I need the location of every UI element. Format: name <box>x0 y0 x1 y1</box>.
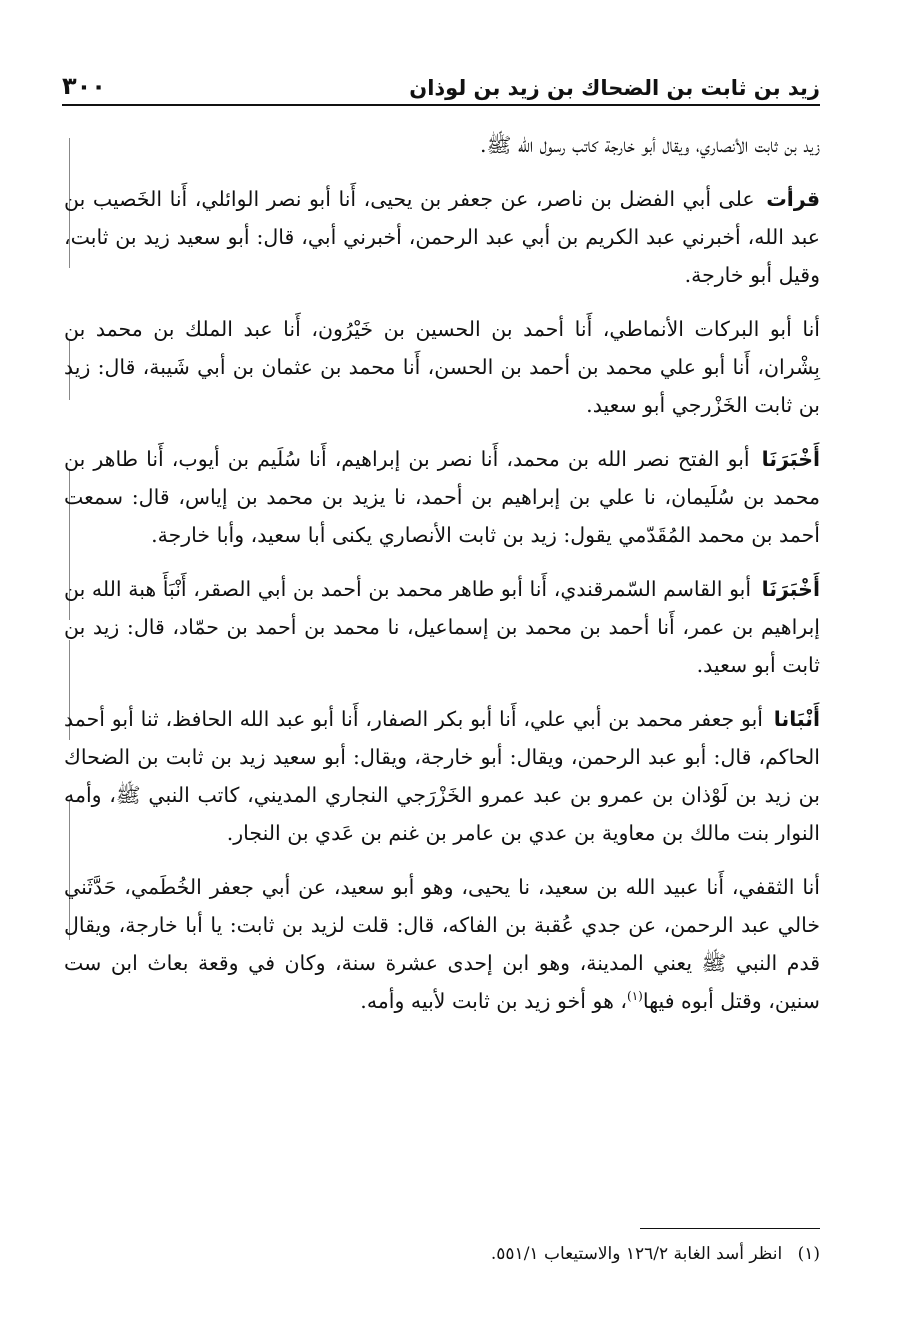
paragraph-3 <box>64 310 820 424</box>
paragraph-text: ، هو أخو زيد بن ثابت لأبيه وأمه. <box>360 989 628 1013</box>
footnote-number: (١) <box>797 1244 820 1264</box>
paragraph-text: أنا أبو البركات الأنماطي، أَنا أحمد بن الحسين بن خَيْرُون، أَنا عبد الملك بن محمد بن بِشْران، أَنا أبو علي محمد بن أحمد بن الحسن، أَنا محمد بن عثمان بن أبي شَيبة، قال: زيد بن ثابت الخَزْرجي أبو سعيد. <box>64 317 820 417</box>
paragraph-lead: أَخْبَرَنَا <box>761 577 820 601</box>
footnote-reference[interactable]: (١) <box>627 989 643 1004</box>
paragraph-6 <box>64 700 820 852</box>
paragraph-text: زيد بن ثابت الأنصاري، ويقال أبو خارجة كاتب رسول الله ﷺ. <box>480 133 820 157</box>
paragraph-text: أبو القاسم السّمرقندي، أَنا أبو طاهر محمد بن أحمد بن أبي الصقر، أَنْبَأَ هبة الله بن إبراهيم بن عمر، أَنا أحمد بن محمد بن إسماعيل، نا محمد بن أحمد بن حمّاد، قال: زيد بن ثابت أبو سعيد. <box>64 577 820 677</box>
footnote-text: انظر أسد الغابة ١٢٦/٢ والاستيعاب ٥٥١/١. <box>490 1244 783 1264</box>
paragraph-4 <box>64 440 820 554</box>
paragraph-text: على أبي الفضل بن ناصر، عن جعفر بن يحيى، أَنا أبو نصر الوائلي، أَنا الخَصيب بن عبد الله، أخبرني عبد الكريم بن أبي عبد الرحمن، أخبرني أبي، قال: أبو سعيد زيد بن ثابت، وقيل أبو خارجة. <box>64 187 820 287</box>
paragraph-text: أنا الثقفي، أَنا عبيد الله بن سعيد، نا يحيى، وهو أبو سعيد، عن أبي جعفر الخُطَمي، حَدَّثَني خالي عبد الرحمن، عن جدي عُقبة بن الفاكه، قال: قلت لزيد بن ثابت: يا أبا خارجة، ويقال قدم النبي ﷺ يعني المدينة، وهو ابن إحدى عشرة سنة، وكان في وقعة بعاث ابن ست سنين، وقتل أبوه فيها <box>64 875 820 1013</box>
paragraph-lead: أَنْبَانا <box>773 707 820 731</box>
paragraph-lead: قرأت <box>766 187 820 211</box>
main-text <box>64 126 820 1036</box>
paragraph-text: أبو جعفر محمد بن أبي علي، أَنا أبو بكر الصفار، أَنا أبو عبد الله الحافظ، ثنا أبو أحمد الحاكم، قال: أبو عبد الرحمن، ويقال: أبو خارجة، ويقال: أبو سعيد زيد بن ثابت بن الضحاك بن زيد بن لَوْذان بن عمرو بن عبد عمرو الخَزْرَجي النجاري المديني، كاتب النبي ﷺ، وأمه النوار بنت مالك بن معاوية بن عدي بن عامر بن غنم بن عَدي بن النجار. <box>64 707 820 845</box>
paragraph-text: أبو الفتح نصر الله بن محمد، أَنا نصر بن إبراهيم، أَنا سُلَيم بن أيوب، أَنا طاهر بن محمد بن سُلَيمان، نا علي بن إبراهيم بن أحمد، نا يزيد بن محمد بن إياس، قال: سمعت أحمد بن محمد المُقَدّمي يقول: زيد بن ثابت الأنصاري يكنى أبا سعيد، وأبا خارجة. <box>64 447 820 547</box>
footnote <box>64 1240 820 1268</box>
footnote-divider <box>640 1228 820 1229</box>
paragraph-1 <box>64 126 820 164</box>
paragraph-5 <box>64 570 820 684</box>
page-number: ٣٠٠ <box>62 72 106 100</box>
paragraph-lead: أَخْبَرَنَا <box>761 447 820 471</box>
running-title: زيد بن ثابت بن الضحاك بن زيد بن لوذان <box>409 76 820 100</box>
page-header <box>62 56 820 106</box>
paragraph-2 <box>64 180 820 294</box>
paragraph-7 <box>64 868 820 1020</box>
